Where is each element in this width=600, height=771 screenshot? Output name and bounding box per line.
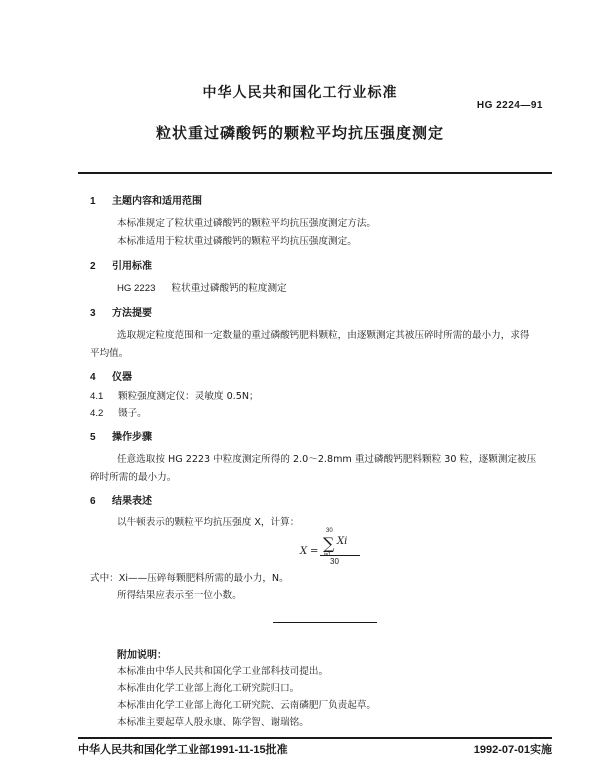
standard-organization: 中华人民共和国化工行业标准 [202, 85, 398, 101]
section-title: 结果表述 [112, 496, 152, 507]
paragraph-line: 平均值。 [90, 348, 129, 359]
appendix-line: 本标准由化学工业部上海化工研究院、云南磷肥厂负责起草。 [117, 700, 377, 711]
sum-upper-limit: 30 [326, 528, 333, 534]
formula-where: 式中：Xi——压碎每颗肥料所需的最小力，N。 [90, 573, 289, 584]
section-6-heading [90, 492, 152, 507]
footer-divider [78, 737, 552, 739]
item-number: 4.1 [90, 391, 104, 402]
paragraph-line: 本标准规定了粒状重过磷酸钙的颗粒平均抗压强度测定方法。 [117, 218, 377, 229]
section-number: 6 [90, 496, 96, 507]
item-text: 镊子。 [118, 408, 147, 419]
header-divider [78, 172, 552, 174]
section-number: 1 [90, 196, 96, 207]
approval-date: 1991-11-15 [210, 744, 266, 756]
paragraph-line: 碎时所需的最小力。 [90, 472, 177, 483]
appendix-line: 本标准由中华人民共和国化学工业部科技司提出。 [117, 666, 329, 677]
section-number: 2 [90, 261, 96, 272]
effective-line [474, 741, 552, 757]
section-number: 5 [90, 432, 96, 443]
approval-org: 中华人民共和国化学工业部 [78, 743, 210, 756]
formula-term: Xi [337, 536, 348, 547]
section-2-heading [90, 257, 152, 272]
item-number: 4.2 [90, 408, 104, 419]
section-3-heading [90, 304, 152, 319]
formula-intro: 以牛顿表示的颗粒平均抗压强度 X，计算： [117, 517, 300, 528]
section-number: 4 [90, 372, 96, 383]
section-title: 操作步骤 [112, 432, 152, 443]
appendix-line: 本标准由化学工业部上海化工研究院归口。 [117, 683, 300, 694]
reference-code: HG 2223 [117, 283, 156, 294]
appendix-heading: 附加说明： [117, 650, 167, 661]
section-title: 主题内容和适用范围 [112, 196, 202, 207]
list-item [90, 405, 147, 419]
document-title: 粒状重过磷酸钙的颗粒平均抗压强度测定 [155, 124, 444, 142]
section-title: 引用标准 [112, 261, 152, 272]
effective-label: 实施 [530, 743, 552, 756]
section-1-heading [90, 192, 202, 207]
section-number: 3 [90, 308, 96, 319]
approval-line [78, 741, 288, 757]
precision-note: 所得结果应表示至一位小数。 [117, 590, 242, 601]
section-4-heading [90, 368, 132, 383]
item-text: 颗粒强度测定仪：灵敏度 0.5N； [118, 391, 259, 402]
paragraph-line: 选取规定粒度范围和一定数量的重过磷酸钙肥料颗粒，由逐颗测定其被压碎时所需的最小力，求得 [117, 330, 530, 341]
section-5-heading [90, 428, 152, 443]
list-item [90, 388, 259, 402]
appendix-line: 本标准主要起草人殷永康、陈学智、谢瑞铭。 [117, 717, 309, 728]
end-of-text-rule [273, 622, 377, 623]
fraction-bar [320, 555, 360, 556]
equals-sign: = [310, 546, 319, 557]
reference-entry [117, 280, 287, 294]
approval-label: 批准 [265, 743, 288, 756]
standard-code: HG 2224—91 [476, 100, 543, 111]
sigma-symbol: ∑ [323, 534, 335, 553]
formula-denominator: 30 [330, 557, 339, 566]
paragraph-line: 本标准适用于粒状重过磷酸钙的颗粒平均抗压强度测定。 [117, 236, 357, 247]
reference-title: 粒状重过磷酸钙的粒度测定 [171, 283, 287, 294]
paragraph-line: 任意选取按 HG 2223 中粒度测定所得的 2.0～2.8mm 重过磷酸钙肥料颗粒 30 粒，逐颗测定被压 [117, 454, 537, 465]
effective-date: 1992-07-01 [473, 744, 530, 756]
formula-lhs: X [300, 546, 308, 557]
section-title: 方法提要 [112, 308, 152, 319]
section-title: 仪器 [112, 372, 132, 383]
formula [300, 528, 370, 568]
